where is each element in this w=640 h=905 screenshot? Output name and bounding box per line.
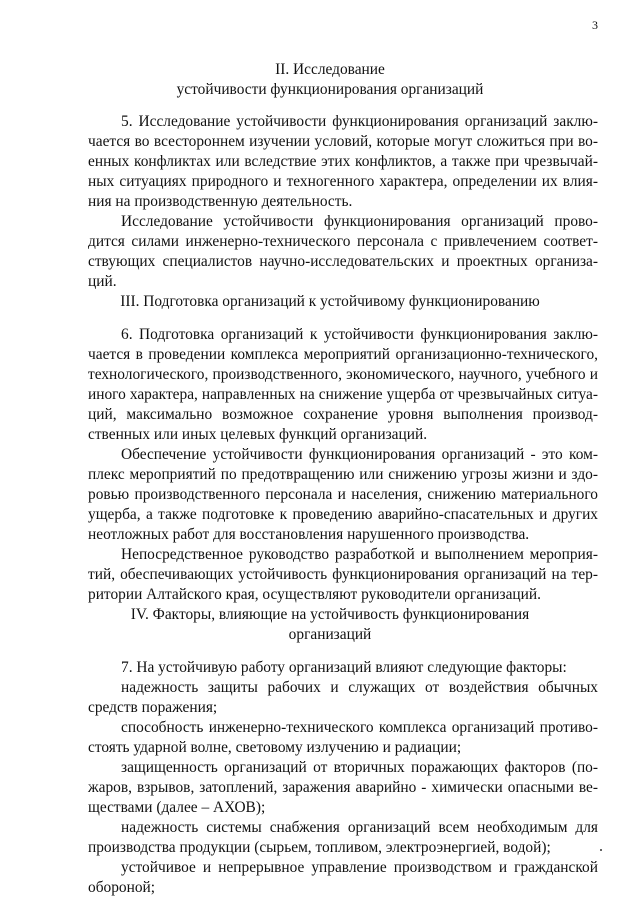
page-number: 3 [592,18,598,32]
paragraph-line: ровью производственного персонала и населения, снижению материального [88,486,598,503]
list-item-line: устойчивое и непрерывное управление производством и гражданской [121,859,598,876]
paragraph-line: ций. [88,273,117,290]
paragraph-line: Обеспечение устойчивости функционирования организаций - это ком- [121,446,598,463]
paragraph-line: иного характера, направленных на снижение ущерба от чрезвычайных ситуа- [88,386,598,403]
list-item-line: способность инженерно-технического комплекса организаций противо- [121,719,598,736]
paragraph-line: 7. На устойчивую работу организаций влияют следующие факторы: [121,659,567,676]
paragraph-line: ущерба, а также подготовке к проведению аварийно-спасательных и других [88,506,598,523]
section-2-heading-line-2: устойчивости функционирования организаций [176,81,484,98]
paragraph-line: чается в проведении комплекса мероприятий организационно-технического, [88,346,598,363]
section-3-heading: III. Подготовка организаций к устойчивому функционированию [120,293,540,310]
paragraph-line: дится силами инженерно-технического персонала с привлечением соответ- [88,233,598,250]
paragraph-line: ственных или иных целевых функций организаций. [88,426,428,443]
paragraph-line: Непосредственное руководство разработкой и выполнением мероприя- [121,546,598,563]
paragraph-line: неотложных работ для восстановления нарушенного производства. [88,526,530,543]
paragraph-line: енных конфликтах или вследствие этих конфликтов, а также при чрезвычай- [88,153,598,170]
paragraph-line: тий, обеспечивающих устойчивость функционирования организаций на тер- [88,566,598,583]
paragraph-line: чается во всестороннем изучении условий, которые могут сложиться при во- [88,133,598,150]
paragraph-line: 5. Исследование устойчивости функционирования организаций заклю- [121,113,598,130]
section-4-heading-line-1: IV. Факторы, влияющие на устойчивость функционирования [130,606,530,623]
list-item-line: средств поражения; [88,699,218,716]
paragraph-line: плекс мероприятий по предотвращению или снижению угрозы жизни и здо- [88,466,598,483]
paragraph-line: ствующих специалистов научно-исследовательских и проектных организа- [88,253,598,270]
list-item-line: защищенность организаций от вторичных поражающих факторов (по- [121,759,598,776]
list-item-line: ществами (далее – АХОВ); [88,799,266,816]
paragraph-line: ния на производственную деятельность. [88,193,353,210]
paragraph-line: ций, максимально возможное сохранение уровня выполнения производ- [88,406,598,423]
list-item-line: стоять ударной волне, световому излучению и радиации; [88,739,462,756]
list-item-line: жаров, взрывов, затоплений, заражения аварийно - химически опасными ве- [88,779,598,796]
scan-speck [600,849,602,851]
paragraph-line: технологического, производственного, экономического, научного, учебного и [88,366,598,383]
section-4-heading-line-2: организаций [288,626,372,643]
paragraph-line: Исследование устойчивости функционирования организаций прово- [121,213,598,230]
list-item-line: надежность системы снабжения организаций всем необходимым для [121,819,598,836]
paragraph-line: ритории Алтайского края, осуществляют руководители организаций. [88,586,541,603]
section-2-heading-line-1: II. Исследование [275,61,385,78]
paragraph-line: ных ситуациях природного и техногенного характера, определении их влия- [88,173,598,190]
list-item-line: производства продукции (сырьем, топливом, электроэнергией, водой); [88,839,551,856]
list-item-line: надежность защиты рабочих и служащих от воздействия обычных [121,679,598,696]
paragraph-line: 6. Подготовка организаций к устойчивости функционирования заклю- [121,326,598,343]
list-item-line: обороной; [88,879,156,896]
